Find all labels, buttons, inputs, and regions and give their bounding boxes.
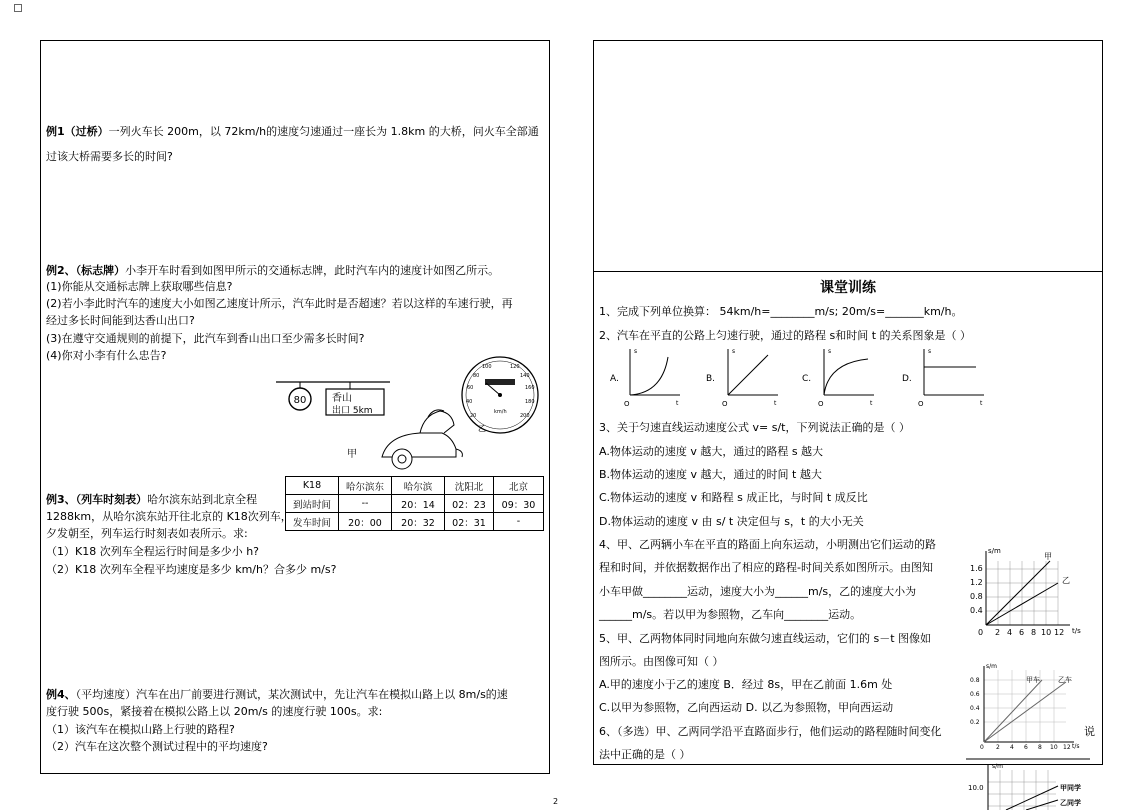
timetable-cell: 20：14 [392, 495, 445, 513]
exit-sign-name: 香山 [332, 393, 352, 404]
timetable-cell: 20：00 [339, 513, 392, 531]
q5-xlabel: t/s [1072, 743, 1080, 750]
graph-a [610, 348, 680, 408]
q5-line: 图所示。由图像可知（ ） [599, 655, 724, 668]
svg-text:O: O [722, 400, 728, 408]
ex2-q2b: 经过多长时间能到达香山出口? [46, 314, 195, 327]
q3-option-c: C.物体运动的速度 v 和路程 s 成正比，与时间 t 成反比 [599, 491, 868, 504]
timetable-row [286, 495, 544, 513]
fig-yi-label: 乙 [478, 424, 486, 433]
q4-chart [966, 543, 1092, 639]
timetable-header: 哈尔滨东 [339, 477, 392, 495]
ex2-q4: (4)你对小李有什么忠告? [46, 349, 167, 362]
ex4-line2: 度行驶 500s，紧接着在模拟公路上以 20m/s 的速度行驶 100s。求: [46, 705, 383, 718]
q2-graphs [600, 345, 1000, 411]
ex4-label: 例4、 [46, 688, 76, 701]
q4-series-label: 甲 [1044, 552, 1052, 561]
q4-line: 小车甲做________运动，速度大小为______m/s，乙的速度大小为 [599, 585, 917, 598]
q4-ylabel: s/m [988, 547, 1001, 555]
fig-jia-label: 甲 [347, 449, 357, 460]
speedo-tick-200: 200 [520, 413, 530, 419]
ex2-q2a: (2)若小李此时汽车的速度大小如图乙速度计所示，汽车此时是否超速？若以这样的车速行驶，再 [46, 297, 513, 310]
ex1-label: 例1（过桥） [46, 125, 109, 138]
q4-xtick: 6 [1019, 628, 1025, 637]
section-divider [593, 271, 1103, 272]
ex4-q1: （1）该汽车在模拟山路上行驶的路程? [46, 723, 235, 736]
q4-xtick: 2 [995, 628, 1001, 637]
graph-b-label: B. [706, 374, 716, 384]
svg-text:t: t [870, 400, 873, 407]
q5-xtick: 8 [1038, 744, 1042, 750]
speedo-unit: km/h [494, 409, 507, 415]
q4-xtick: 10 [1041, 628, 1052, 637]
speedo-tick-20: 20 [470, 413, 477, 419]
ex3-line2: 1288km，从哈尔滨东站开往北京的 K18次列车， [46, 510, 292, 523]
q5-ytick: 0.8 [970, 677, 980, 684]
ex2-figure [270, 355, 550, 473]
timetable-header: K18 [286, 477, 339, 495]
ex3-q1: （1）K18 次列车全程运行时间是多少小 h? [46, 545, 260, 558]
section-title: 课堂训练 [820, 280, 876, 296]
svg-text:s: s [828, 348, 832, 355]
svg-text:s: s [732, 348, 736, 355]
page-number: 2 [553, 797, 559, 806]
q4-xtick: 0 [978, 628, 984, 637]
train-timetable [285, 476, 544, 531]
ex2-label: 例2、（标志牌） [46, 264, 126, 277]
timetable-cell: 02：23 [445, 495, 494, 513]
q6-line2: 法中正确的是（ ） [599, 748, 691, 761]
q4-line: 程和时间，并依据数据作出了相应的路程-时间关系如图所示。由图知 [599, 561, 933, 574]
ex2-q3: (3)在遵守交通规则的前提下，此汽车到香山出口至少需多长时间? [46, 332, 365, 345]
speedo-tick-100: 100 [482, 364, 492, 370]
ex3-line1: 例3、（列车时刻表）哈尔滨东站到北京全程 [46, 493, 258, 506]
q5-xtick: 4 [1010, 744, 1014, 750]
ex4-q2: （2）汽车在这次整个测试过程中的平均速度? [46, 740, 268, 753]
q4-line: ______m/s。若以甲为参照物，乙车向________运动。 [599, 608, 862, 621]
q4-ytick: 0.8 [970, 592, 983, 601]
timetable-row [286, 513, 544, 531]
q5-line: 5、甲、乙两物体同时同地向东做匀速直线运动，它们的 s－t 图像如 [599, 632, 932, 645]
q6-line1-tail: 说 [1084, 725, 1095, 738]
ex1-line1: 例1（过桥）一列火车长 200m，以 72km/h的速度匀速通过一座长为 1.8km 的大桥，问火车全部通 [46, 125, 539, 138]
svg-text:O: O [818, 400, 824, 408]
q6-series-jia [1006, 786, 1058, 810]
q5-option: A.甲的速度小于乙的速度 B．经过 8s，甲在乙前面 1.6m 处 [599, 678, 893, 691]
speedo-tick-180: 180 [525, 399, 535, 405]
timetable-cell: 02：31 [445, 513, 494, 531]
graph-c-label: C. [802, 374, 812, 384]
ex4-line1: 例4、（平均速度）汽车在出厂前要进行测试，某次测试中，先让汽车在模拟山路上以 8m/s的速 [46, 688, 508, 701]
timetable-header-row [286, 477, 544, 495]
timetable-cell: 到站时间 [286, 495, 339, 513]
ex2-q1: (1)你能从交通标志牌上获取哪些信息? [46, 280, 233, 293]
q5-option: C.以甲为参照物，乙向西运动 D. 以乙为参照物，甲向西运动 [599, 701, 894, 714]
q5-xtick: 2 [996, 744, 1000, 750]
q6-line1: 6、（多选）甲、乙两同学沿平直路面步行，他们运动的路程随时间变化 [599, 725, 942, 738]
q5-series-jia [984, 680, 1042, 742]
svg-text:O: O [918, 400, 924, 408]
timetable-header: 哈尔滨 [392, 477, 445, 495]
svg-text:t: t [774, 400, 777, 407]
svg-text:t: t [676, 400, 679, 407]
graph-c [802, 348, 874, 408]
timetable-cell: - [494, 513, 544, 531]
q5-series-label: 甲车 [1026, 676, 1040, 684]
ex3-label: 例3、（列车时刻表） [46, 493, 148, 506]
speed-limit-value: 80 [293, 395, 307, 406]
ex3-q2: （2）K18 次列车全程平均速度是多少 km/h？合多少 m/s? [46, 563, 337, 576]
speedo-tick-40: 40 [466, 399, 473, 405]
svg-text:O: O [624, 400, 630, 408]
q5-ytick: 0.6 [970, 691, 980, 698]
q2-text: 2、汽车在平直的公路上匀速行驶，通过的路程 s和时间 t 的关系图象是（ ） [599, 329, 972, 342]
graph-d [902, 348, 984, 408]
q3-option-b: B.物体运动的速度 v 越大，通过的时间 t 越大 [599, 468, 822, 481]
svg-text:s: s [634, 348, 638, 355]
exit-sign-distance: 出口 5km [332, 406, 373, 416]
timetable-cell: 发车时间 [286, 513, 339, 531]
graph-a-label: A. [610, 374, 619, 384]
svg-text:t: t [980, 400, 983, 407]
q5-xtick: 6 [1024, 744, 1028, 750]
q5-xtick: 10 [1050, 744, 1058, 750]
q4-ytick: 1.6 [970, 564, 983, 573]
ex2-line1: 例2、（标志牌）小李开车时看到如图甲所示的交通标志牌，此时汽车内的速度计如图乙所示。 [46, 264, 500, 277]
timetable-cell: 09：30 [494, 495, 544, 513]
q4-xtick: 8 [1031, 628, 1037, 637]
q1-text: 1、完成下列单位换算： 54km/h=________m/s; 20m/s=_______km/h。 [599, 305, 963, 318]
speedo-tick-120: 120 [510, 364, 520, 370]
q5-series-label: 乙车 [1058, 676, 1072, 684]
q5-xtick: 12 [1063, 744, 1071, 750]
q6-series-label: 乙同学 [1060, 799, 1081, 807]
q5-ytick: 0.2 [970, 719, 980, 726]
q4-line: 4、甲、乙两辆小车在平直的路面上向东运动，小明测出它们运动的路 [599, 538, 936, 551]
timetable-header: 北京 [494, 477, 544, 495]
q4-series-label: 乙 [1062, 576, 1070, 585]
speedo-tick-60: 60 [467, 385, 474, 391]
q6-series-label: 甲同学 [1060, 784, 1081, 792]
q6-chart [966, 758, 1090, 810]
q6-series-yi [1026, 800, 1058, 810]
timetable-header: 沈阳北 [445, 477, 494, 495]
q4-xtick: 12 [1054, 628, 1065, 637]
q4-xlabel: t/s [1072, 627, 1081, 635]
q4-ytick: 1.2 [970, 578, 983, 587]
car-drawing [382, 410, 462, 469]
graph-d-label: D. [902, 374, 912, 384]
ex1-line2: 过该大桥需要多长的时间? [46, 150, 173, 163]
ex3-line3: 夕发朝至，列车运行时刻表如表所示。求: [46, 527, 248, 540]
q3-option-a: A.物体运动的速度 v 越大，通过的路程 s 越大 [599, 445, 824, 458]
speedo-tick-80: 80 [473, 373, 480, 379]
timetable-cell: -- [339, 495, 392, 513]
speedo-tick-160: 160 [525, 385, 535, 391]
q4-xtick: 4 [1007, 628, 1013, 637]
q5-xtick: 0 [980, 744, 984, 750]
q4-ytick: 0.4 [970, 606, 983, 615]
q3-option-d: D.物体运动的速度 v 由 s/ t 决定但与 s，t 的大小无关 [599, 515, 864, 528]
q5-series-yi [984, 682, 1066, 742]
q6-ytick: 10.0 [968, 784, 984, 792]
q3-text: 3、关于匀速直线运动速度公式 v= s/t，下列说法正确的是（ ） [599, 421, 910, 434]
q5-chart [966, 660, 1082, 750]
q6-ylabel: s/m [992, 763, 1003, 770]
q5-ytick: 0.4 [970, 705, 980, 712]
corner-mark [14, 4, 22, 12]
speedo-tick-140: 140 [520, 373, 530, 379]
svg-text:s: s [928, 348, 932, 355]
graph-b [706, 348, 778, 408]
timetable-cell: 20：32 [392, 513, 445, 531]
q5-ylabel: s/m [986, 663, 997, 670]
speedometer [462, 357, 538, 433]
